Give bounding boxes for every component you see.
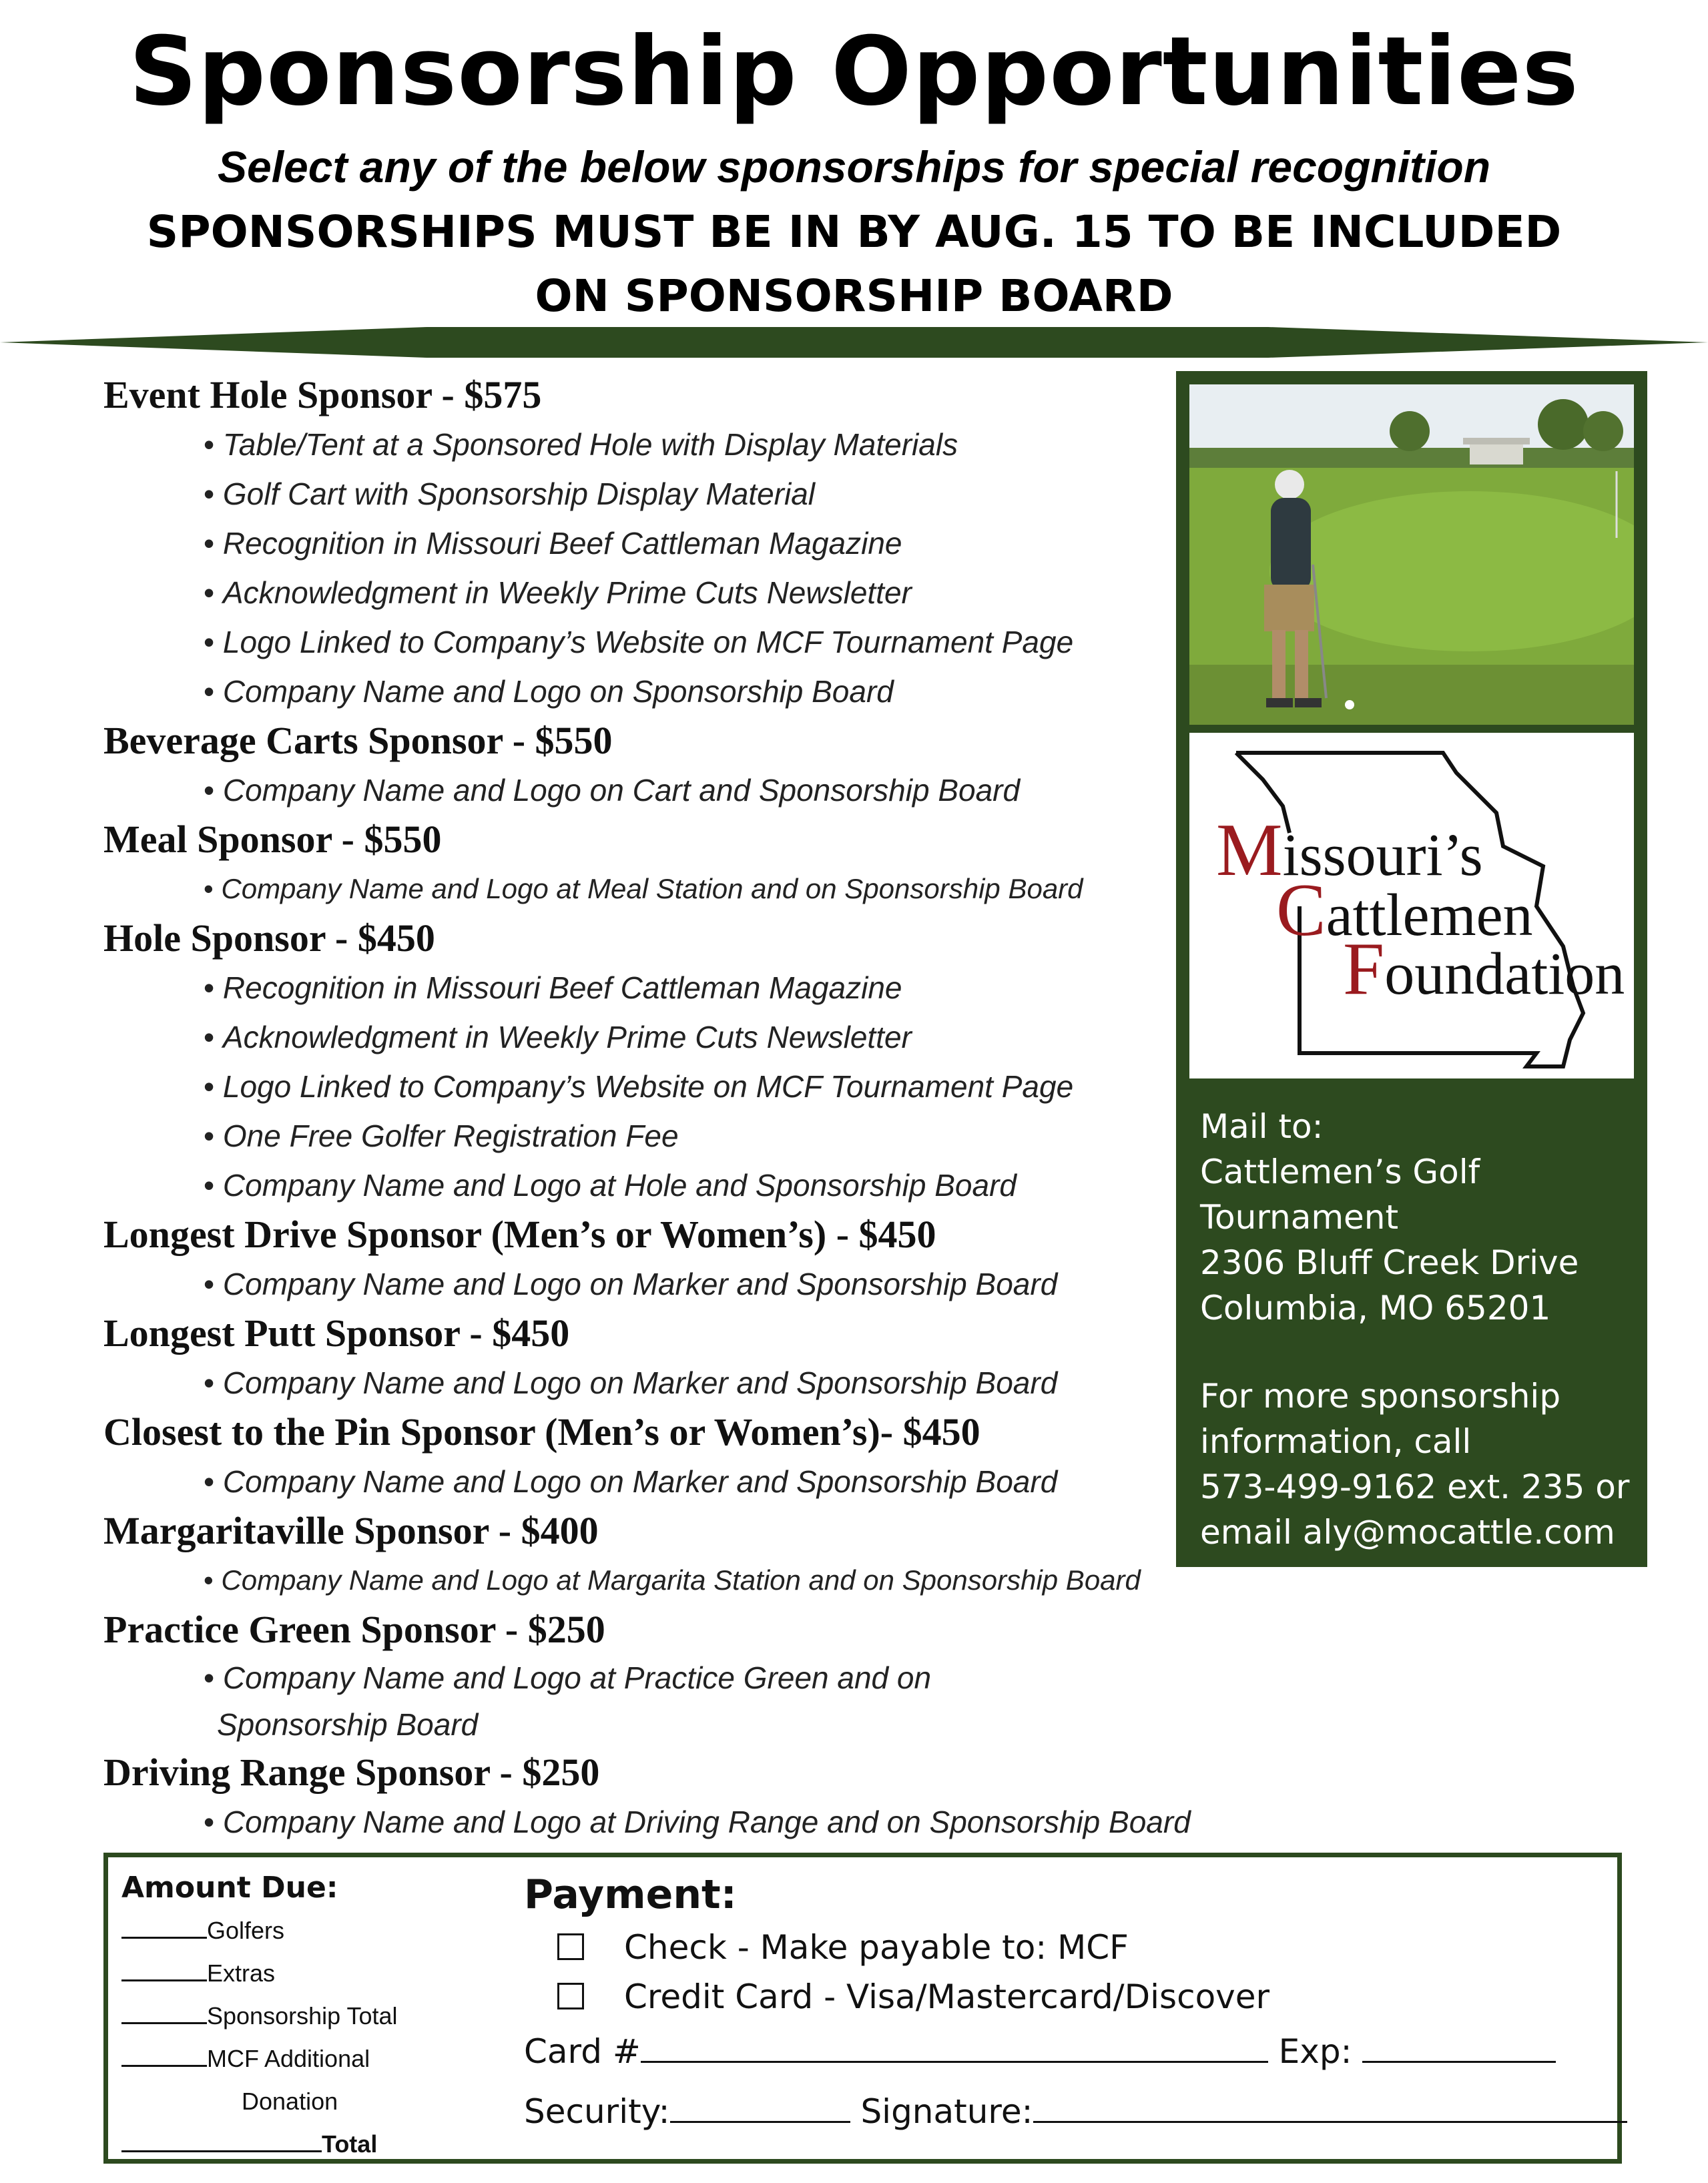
sponsorship-list — [103, 370, 1225, 1847]
golfers-field[interactable] — [121, 1919, 207, 1939]
donation-label: Donation — [242, 2088, 338, 2115]
sponsor-title: Meal Sponsor - $550 — [103, 818, 442, 861]
amount-due-section — [121, 1867, 522, 2166]
mail-line: Columbia, MO 65201 — [1200, 1289, 1551, 1327]
benefit-item: • Logo Linked to Company’s Website on MCF Tournament Page — [204, 617, 1225, 667]
sponsor-title: Closest to the Pin Sponsor (Men’s or Women’s)- $450 — [103, 1410, 980, 1454]
benefit-item: • Acknowledgment in Weekly Prime Cuts Newsletter — [204, 1012, 1225, 1062]
card-label: Card # — [524, 2032, 641, 2071]
mail-line: Tournament — [1200, 1198, 1399, 1237]
deadline-line-2: ON SPONSORSHIP BOARD — [535, 270, 1173, 322]
benefit-item: • Company Name and Logo at Practice Green and on — [204, 1654, 1225, 1701]
deadline-line-1: SPONSORSHIPS MUST BE IN BY AUG. 15 TO BE INCLUDED — [146, 206, 1562, 258]
benefit-item: • Recognition in Missouri Beef Cattleman Magazine — [204, 963, 1225, 1012]
check-option-label: Check - Make payable to: MCF — [624, 1928, 1129, 1967]
logo-word-rest: attlemen — [1326, 882, 1533, 948]
logo-initial: C — [1276, 869, 1326, 952]
benefit-item: • One Free Golfer Registration Fee — [204, 1111, 1225, 1161]
page-subtitle: Select any of the below sponsorships for special recognition — [217, 142, 1491, 192]
benefit-list — [204, 1654, 1225, 1748]
payment-label: Payment: — [524, 1871, 737, 1918]
sponsor-title: Practice Green Sponsor - $250 — [103, 1608, 605, 1651]
card-number-field[interactable] — [641, 2034, 1268, 2063]
benefit-list — [204, 1457, 1225, 1506]
sponsor-margaritaville — [103, 1506, 1225, 1605]
sponsor-title: Driving Range Sponsor - $250 — [103, 1751, 600, 1794]
benefit-list — [204, 1556, 1225, 1605]
golfer-photo — [1189, 384, 1634, 725]
info-email[interactable]: email aly@mocattle.com — [1200, 1513, 1615, 1552]
benefit-list — [204, 1358, 1225, 1408]
sponsor-title: Margaritaville Sponsor - $400 — [103, 1509, 599, 1552]
signature-field[interactable] — [1033, 2094, 1627, 2123]
benefit-item: • Golf Cart with Sponsorship Display Material — [204, 469, 1225, 519]
benefit-item: • Table/Tent at a Sponsored Hole with Display Materials — [204, 420, 1225, 469]
sponsor-title: Longest Putt Sponsor - $450 — [103, 1311, 570, 1355]
sponsorship-total-field[interactable] — [121, 2004, 207, 2024]
mcf-additional-label: MCF Additional — [207, 2045, 370, 2072]
credit-option-label: Credit Card - Visa/Mastercard/Discover — [624, 1977, 1270, 2016]
benefit-item: • Company Name and Logo on Sponsorship Board — [204, 667, 1225, 716]
golfer-photo-image — [1189, 384, 1634, 725]
mail-label: Mail to: — [1200, 1107, 1324, 1146]
sponsor-title: Longest Drive Sponsor (Men’s or Women’s) - $450 — [103, 1213, 936, 1256]
signature-label: Signature: — [860, 2092, 1033, 2131]
info-line: For more sponsorship — [1200, 1377, 1561, 1416]
sponsor-event-hole — [103, 370, 1225, 716]
benefit-item: • Acknowledgment in Weekly Prime Cuts Newsletter — [204, 568, 1225, 617]
mail-info — [1200, 1104, 1641, 1555]
mcf-donation-row — [121, 2038, 522, 2080]
benefit-list — [204, 1797, 1225, 1847]
check-checkbox[interactable] — [557, 1933, 584, 1960]
credit-card-checkbox[interactable] — [557, 1983, 584, 2009]
benefit-list — [204, 1259, 1225, 1309]
logo-line-3 — [1343, 928, 1625, 1010]
benefit-item: • Company Name and Logo on Cart and Sponsorship Board — [204, 765, 1225, 815]
sponsor-driving-range — [103, 1748, 1225, 1847]
info-line: 573-499-9162 ext. 235 or — [1200, 1468, 1630, 1506]
security-label: Security: — [524, 2092, 670, 2131]
exp-label: Exp: — [1278, 2032, 1352, 2071]
extras-label: Extras — [207, 1959, 276, 1987]
benefit-item: • Company Name and Logo on Marker and Sponsorship Board — [204, 1259, 1225, 1309]
total-row — [121, 2123, 522, 2166]
card-row — [524, 2021, 1592, 2082]
sponsor-hole — [103, 914, 1225, 1210]
sponsor-beverage-carts — [103, 716, 1225, 815]
logo-initial: M — [1216, 809, 1283, 892]
extras-row — [121, 1952, 522, 1995]
total-field[interactable] — [121, 2132, 322, 2152]
mcf-logo — [1189, 733, 1634, 1078]
sponsorship-total-label: Sponsorship Total — [207, 2002, 398, 2030]
header-divider — [0, 326, 1708, 359]
benefit-item: • Company Name and Logo at Margarita Station and on Sponsorship Board — [204, 1556, 1225, 1605]
security-field[interactable] — [670, 2094, 850, 2123]
sponsorship-total-row — [121, 1995, 522, 2038]
benefit-list — [204, 765, 1225, 815]
benefit-list — [204, 963, 1225, 1210]
extras-field[interactable] — [121, 1961, 207, 1981]
exp-field[interactable] — [1362, 2034, 1556, 2063]
benefit-item: • Company Name and Logo at Meal Station and on Sponsorship Board — [204, 864, 1225, 914]
benefit-item: • Company Name and Logo on Marker and Sponsorship Board — [204, 1358, 1225, 1408]
sponsor-title: Hole Sponsor - $450 — [103, 916, 435, 960]
golfers-row — [121, 1909, 522, 1952]
check-option — [524, 1923, 1592, 1972]
total-label: Total — [322, 2130, 378, 2158]
amount-due-label: Amount Due: — [121, 1871, 338, 1905]
sponsor-longest-putt — [103, 1309, 1225, 1408]
sponsor-meal — [103, 815, 1225, 914]
deadline-notice — [0, 200, 1708, 328]
logo-word-rest: oundation — [1384, 941, 1625, 1007]
mail-line: Cattlemen’s Golf — [1200, 1153, 1480, 1191]
security-row — [524, 2082, 1592, 2142]
benefit-list — [204, 420, 1225, 716]
benefit-item: • Company Name and Logo at Hole and Sponsorship Board — [204, 1161, 1225, 1210]
benefit-item: • Company Name and Logo at Driving Range and on Sponsorship Board — [204, 1797, 1225, 1847]
benefit-item: • Company Name and Logo on Marker and Sponsorship Board — [204, 1457, 1225, 1506]
info-line: information, call — [1200, 1422, 1472, 1461]
benefit-item-continued: Sponsorship Board — [217, 1707, 479, 1742]
benefit-list — [204, 864, 1225, 914]
contact-panel — [1176, 371, 1647, 1567]
benefit-item: • Recognition in Missouri Beef Cattleman Magazine — [204, 519, 1225, 568]
logo-initial: F — [1343, 928, 1385, 1010]
logo-word-rest: issouri’s — [1282, 822, 1483, 888]
sponsor-longest-drive — [103, 1210, 1225, 1309]
sponsor-practice-green — [103, 1605, 1225, 1748]
benefit-item: • Logo Linked to Company’s Website on MCF Tournament Page — [204, 1062, 1225, 1111]
mcf-donation-field[interactable] — [121, 2047, 207, 2067]
mail-line: 2306 Bluff Creek Drive — [1200, 1243, 1579, 1282]
payment-form — [103, 1853, 1622, 2164]
payment-section — [524, 1867, 1592, 2142]
page-title: Sponsorship Opportunities — [129, 17, 1579, 127]
sponsor-closest-to-pin — [103, 1408, 1225, 1506]
credit-card-option — [524, 1972, 1592, 2021]
sponsor-title: Event Hole Sponsor - $575 — [103, 373, 542, 416]
golfers-label: Golfers — [207, 1917, 285, 1944]
sponsor-title: Beverage Carts Sponsor - $550 — [103, 719, 613, 762]
